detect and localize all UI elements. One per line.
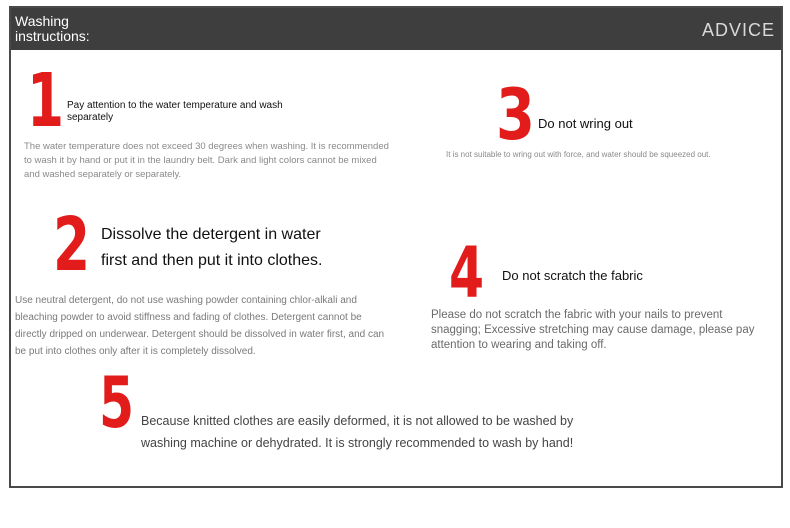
step-3-number: 3 bbox=[496, 74, 535, 156]
step-3-title: Do not wring out bbox=[538, 116, 633, 131]
step-3-description: It is not suitable to wring out with force, and water should be squeezed out. bbox=[446, 150, 711, 159]
header-title: Washing instructions: bbox=[15, 13, 90, 44]
instructions-panel bbox=[9, 6, 783, 488]
step-4-title: Do not scratch the fabric bbox=[502, 268, 643, 283]
header-bar bbox=[11, 8, 781, 50]
step-1-title: Pay attention to the water temperature and wash separately bbox=[67, 100, 283, 123]
step-1-description: The water temperature does not exceed 30 degrees when washing. It is recommended to wash it by hand or put it in the laundry belt. Dark and light colors cannot be mixed and washed separately or separately. bbox=[24, 141, 389, 180]
step-5-description: Because knitted clothes are easily deformed, it is not allowed to be washed by washing machine or dehydrated. It is strongly recommended to wash by hand! bbox=[141, 414, 574, 450]
step-5-number: 5 bbox=[99, 362, 135, 444]
step-4-number: 4 bbox=[449, 232, 485, 314]
step-4-description: Please do not scratch the fabric with your nails to prevent snagging; Excessive stretching may cause damage, please pay attention to wearing and taking off. bbox=[431, 309, 755, 351]
step-2-title: Dissolve the detergent in water first and then put it into clothes. bbox=[101, 226, 323, 269]
header-advice-label: ADVICE bbox=[701, 20, 775, 40]
step-1-number: 1 bbox=[27, 58, 65, 144]
step-2-description: Use neutral detergent, do not use washing powder containing chlor-alkali and bleaching powder to avoid stiffness and fading of clothes. Detergent cannot be directly dripped on underwear. Detergent should be dissolved in water first, and can be put into clothes only after it is completely dissolved. bbox=[15, 295, 385, 357]
step-2-number: 2 bbox=[53, 202, 91, 288]
